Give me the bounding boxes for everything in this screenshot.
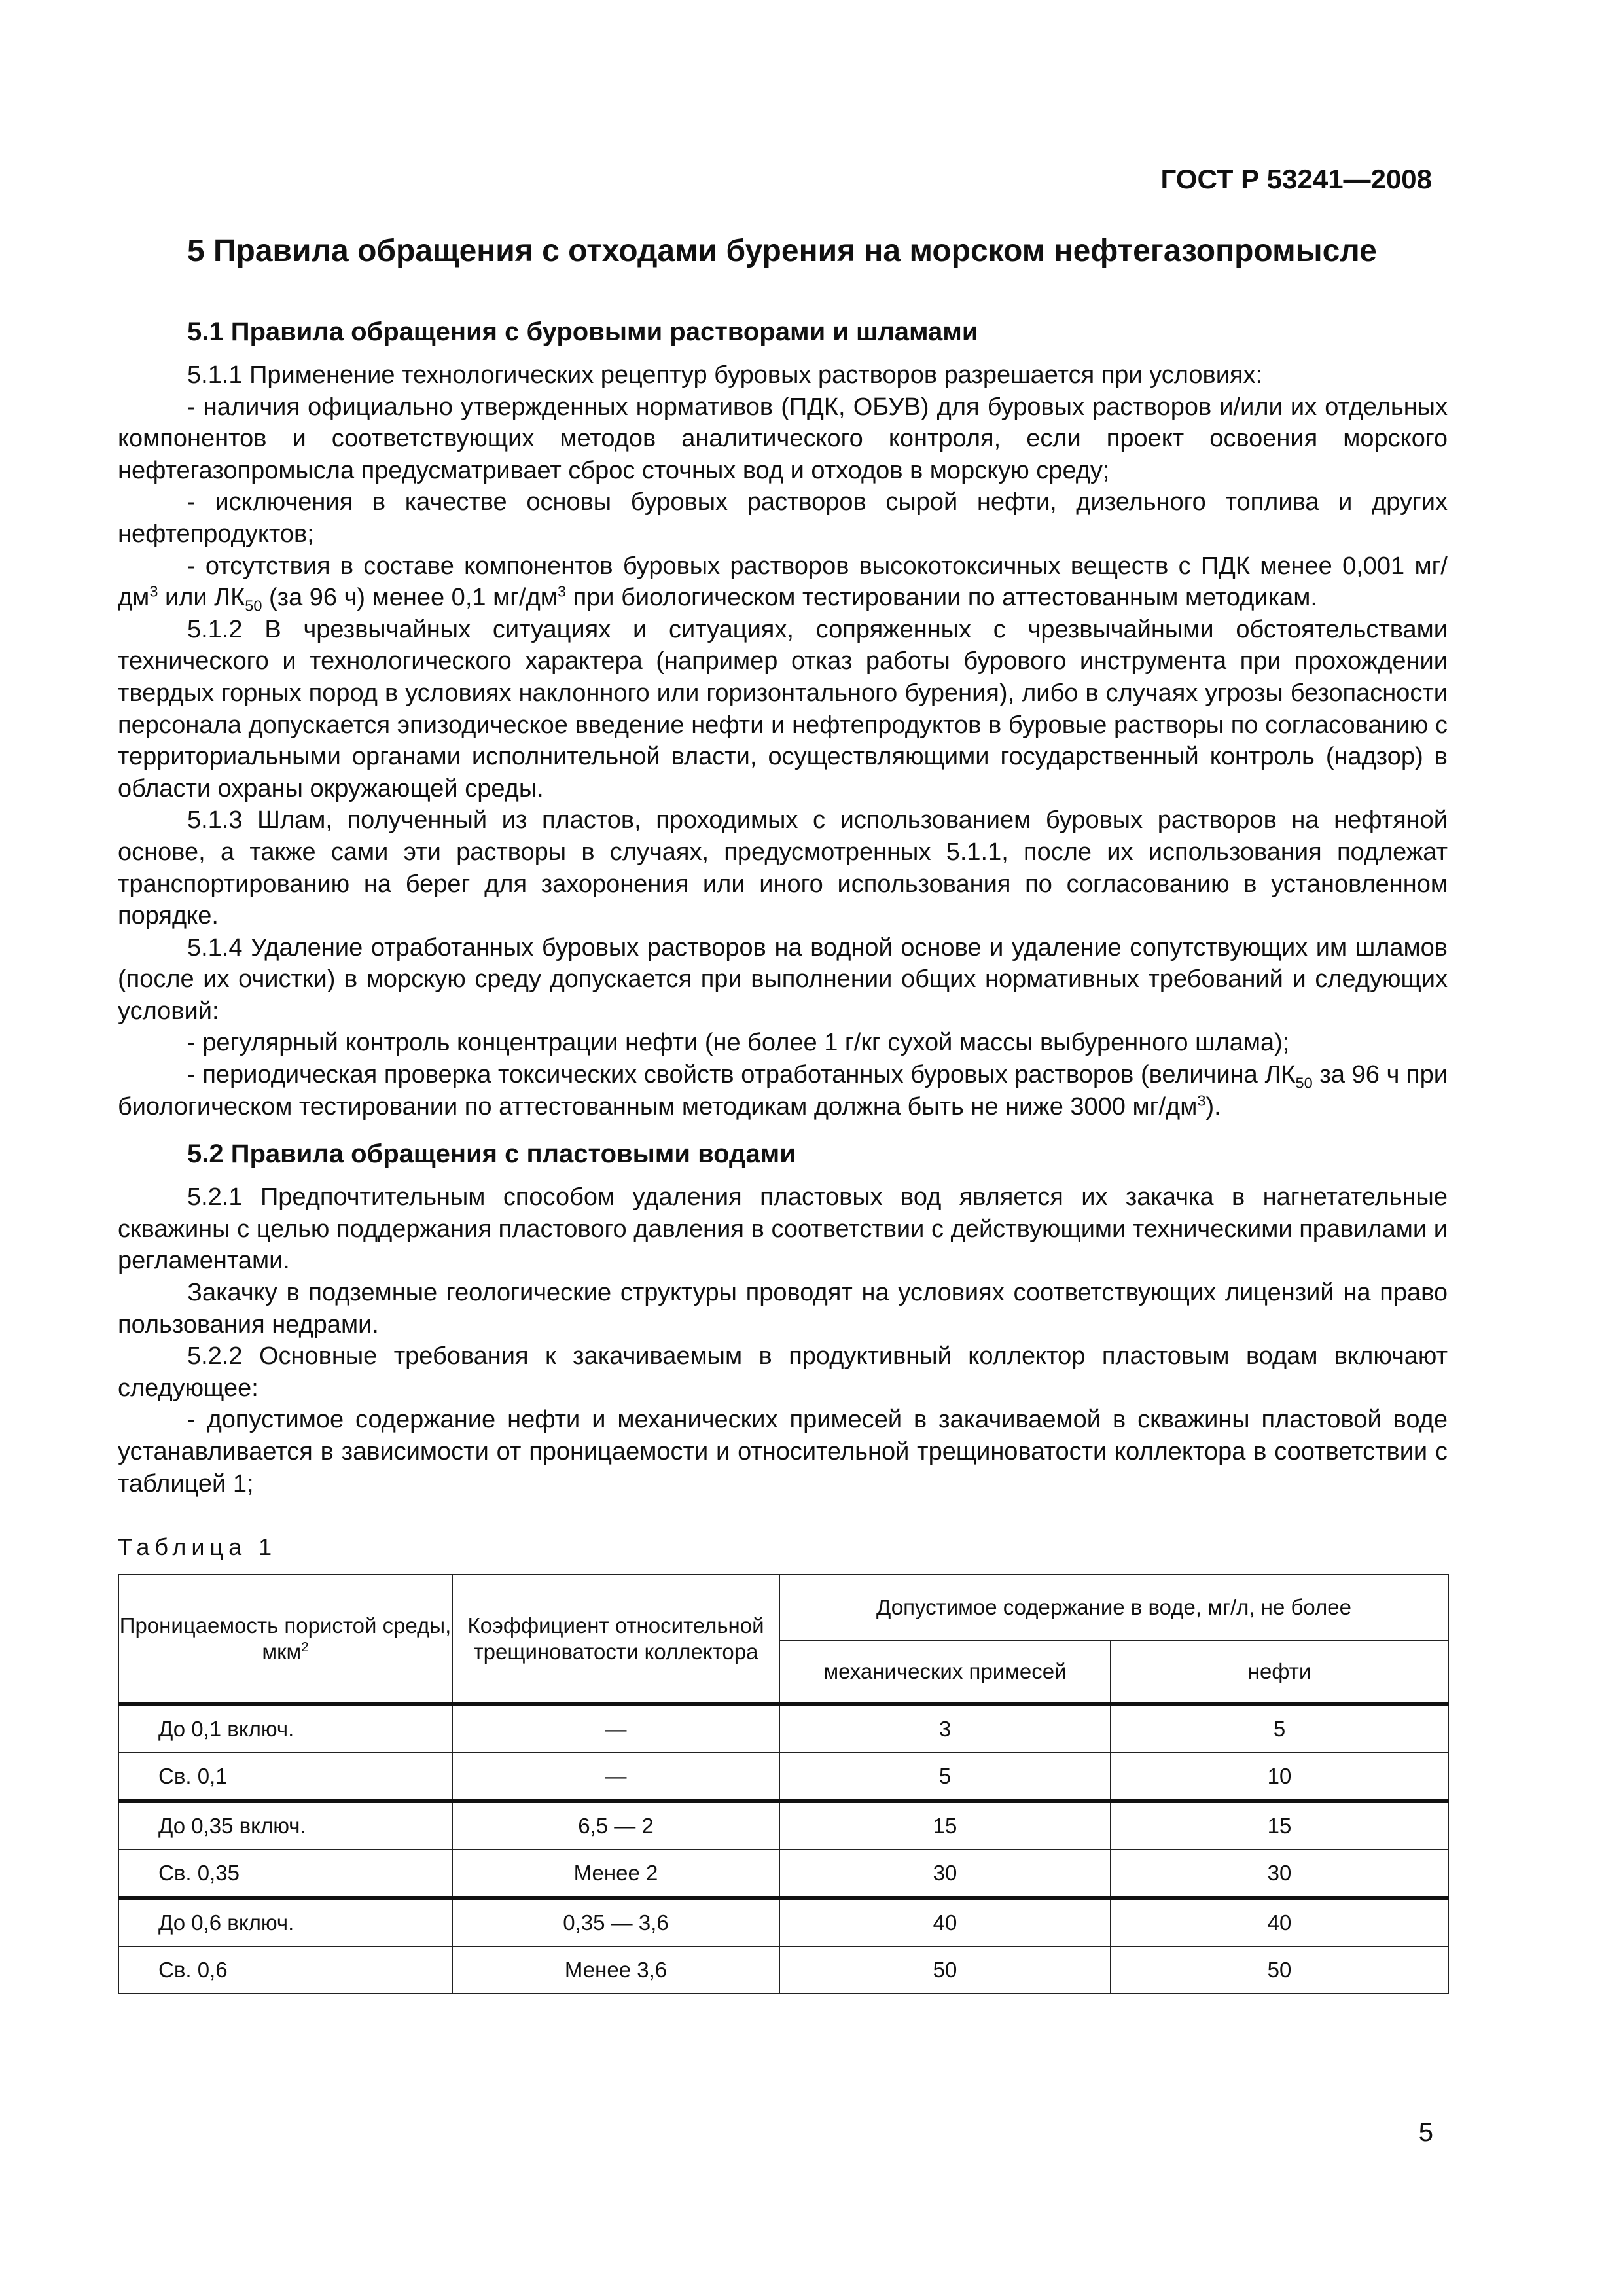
cell-permeability: До 0,35 включ. [118, 1801, 452, 1850]
section-5-title: 5 Правила обращения с отходами бурения на морском нефтегазопромысле [187, 234, 1377, 268]
text-fragment: или ЛК [158, 584, 245, 612]
paragraph-condition-1: - наличия официально утвержденных нормативов (ПДК, ОБУВ) для буровых растворов и/или их отдельных компонентов и соответствующих методов аналитического контроля, если проект освоения морского нефтегазопромысла предусматривает сброс сточных вод и отходов в морскую среду; [118, 393, 1448, 484]
cell-coefficient: — [452, 1704, 779, 1753]
text-fragment: - периодическая проверка токсических свойств отработанных буровых растворов (величина ЛК [187, 1061, 1296, 1089]
paragraph-condition-2: - исключения в качестве основы буровых растворов сырой нефти, дизельного топлива и других нефтепродуктов; [118, 488, 1448, 548]
table-row [118, 1898, 1448, 1946]
section-5-1-title: 5.1 Правила обращения с буровыми растворами и шламами [187, 317, 978, 346]
paragraph-condition-4: - регулярный контроль концентрации нефти (не более 1 г/кг сухой массы выбуренного шлама); [187, 1029, 1290, 1057]
cell-coefficient: 0,35 — 3,6 [452, 1898, 779, 1946]
cell-coefficient: Менее 3,6 [452, 1946, 779, 1994]
cell-oil: 15 [1111, 1801, 1448, 1850]
cell-oil: 40 [1111, 1898, 1448, 1946]
table-row [118, 1801, 1448, 1850]
text-fragment: при биологическом тестировании по аттестованным методикам. [566, 584, 1317, 612]
header-mechanical-impurities: механических примесей [779, 1640, 1111, 1704]
superscript: 3 [149, 583, 158, 600]
cell-impurities: 50 [779, 1946, 1111, 1994]
cell-impurities: 3 [779, 1704, 1111, 1753]
text-fragment: (за 96 ч) менее 0,1 мг/дм [262, 584, 558, 612]
cell-permeability: Св. 0,35 [118, 1850, 452, 1898]
paragraph-condition-5 [118, 1059, 1448, 1122]
page-number: 5 [1418, 2118, 1433, 2147]
table-1 [118, 1574, 1449, 1994]
page-content [118, 232, 1448, 1994]
superscript: 2 [301, 1640, 309, 1655]
subscript: 50 [245, 597, 262, 615]
cell-coefficient: Менее 2 [452, 1850, 779, 1898]
paragraph-5-1-3: 5.1.3 Шлам, полученный из пластов, проходимых с использованием буровых растворов на нефтяной основе, а также сами эти растворы в случаях, предусмотренных 5.1.1, после их использования подлежат транспортированию на берег для захоронения или иного использования по согласованию в установленном порядке. [118, 806, 1448, 930]
cell-impurities: 15 [779, 1801, 1111, 1850]
cell-impurities: 5 [779, 1753, 1111, 1801]
paragraph-5-1-2: 5.1.2 В чрезвычайных ситуациях и ситуациях, сопряженных с чрезвычайными обстоятельствами технического и технологического характера (например отказ работы бурового инструмента при прохождении твердых горных пород в условиях наклонного или горизонтального бурения), либо в случаях угрозы безопасности персонала допускается эпизодическое введение нефти и нефтепродуктов в буровые растворы по согласованию с территориальными органами исполнительной власти, осуществляющими государственный контроль (надзор) в области охраны окружающей среды. [118, 615, 1448, 802]
table-row [118, 1704, 1448, 1753]
header-oil: нефти [1111, 1640, 1448, 1704]
table-header-row [118, 1575, 1448, 1640]
paragraph-condition-3 [118, 550, 1448, 614]
subscript: 50 [1295, 1074, 1313, 1092]
header-allowed-content: Допустимое содержание в воде, мг/л, не более [779, 1575, 1448, 1640]
header-fracture-coefficient: Коэффициент относительной трещиноватости коллектора [452, 1575, 779, 1704]
paragraph-5-1-4: 5.1.4 Удаление отработанных буровых растворов на водной основе и удаление сопутствующих им шламов (после их очистки) в морскую среду допускается при выполнении общих нормативных требований и следующих условий: [118, 933, 1448, 1025]
text-fragment: за 96 ч при биологическом тестировании по аттестованным методикам должна быть не ниже 3000 мг/дм [118, 1061, 1448, 1121]
header-text: Проницаемость пористой среды, мкм [119, 1613, 452, 1664]
cell-oil: 50 [1111, 1946, 1448, 1994]
table-caption: Таблица 1 [118, 1534, 277, 1561]
cell-permeability: До 0,1 включ. [118, 1704, 452, 1753]
cell-coefficient: — [452, 1753, 779, 1801]
paragraph-5-1-1: 5.1.1 Применение технологических рецептур буровых растворов разрешается при условиях: [187, 361, 1263, 389]
table-row [118, 1946, 1448, 1994]
text-fragment: - отсутствия в составе компонентов буровых растворов высокотоксичных веществ с ПДК менее 0,001 мг/дм [118, 552, 1448, 612]
text-fragment: ). [1205, 1092, 1221, 1121]
paragraph-5-2-1: 5.2.1 Предпочтительным способом удаления пластовых вод является их закачка в нагнетательные скважины с целью поддержания пластового давления в соответствии с действующими техническими правилами и регламентами. [118, 1183, 1448, 1275]
superscript: 3 [1197, 1092, 1206, 1109]
cell-oil: 10 [1111, 1753, 1448, 1801]
cell-coefficient: 6,5 — 2 [452, 1801, 779, 1850]
paragraph-licences: Закачку в подземные геологические структуры проводят на условиях соответствующих лицензий на право пользования недрами. [118, 1279, 1448, 1338]
cell-impurities: 30 [779, 1850, 1111, 1898]
cell-permeability: Св. 0,6 [118, 1946, 452, 1994]
table-row [118, 1753, 1448, 1801]
cell-oil: 5 [1111, 1704, 1448, 1753]
cell-oil: 30 [1111, 1850, 1448, 1898]
paragraph-requirement-1: - допустимое содержание нефти и механических примесей в закачиваемой в скважины пластовой воде устанавливается в зависимости от проницаемости и относительной трещиноватости коллектора в соответствии с таблицей 1; [118, 1406, 1448, 1498]
section-5-2-title: 5.2 Правила обращения с пластовыми водами [187, 1139, 796, 1169]
superscript: 3 [557, 583, 567, 600]
standard-code: ГОСТ Р 53241—2008 [1160, 164, 1432, 194]
paragraph-5-2-2: 5.2.2 Основные требования к закачиваемым в продуктивный коллектор пластовым водам включают следующее: [118, 1342, 1448, 1402]
cell-permeability: Св. 0,1 [118, 1753, 452, 1801]
header-permeability [118, 1575, 452, 1704]
table-row [118, 1850, 1448, 1898]
cell-permeability: До 0,6 включ. [118, 1898, 452, 1946]
cell-impurities: 40 [779, 1898, 1111, 1946]
